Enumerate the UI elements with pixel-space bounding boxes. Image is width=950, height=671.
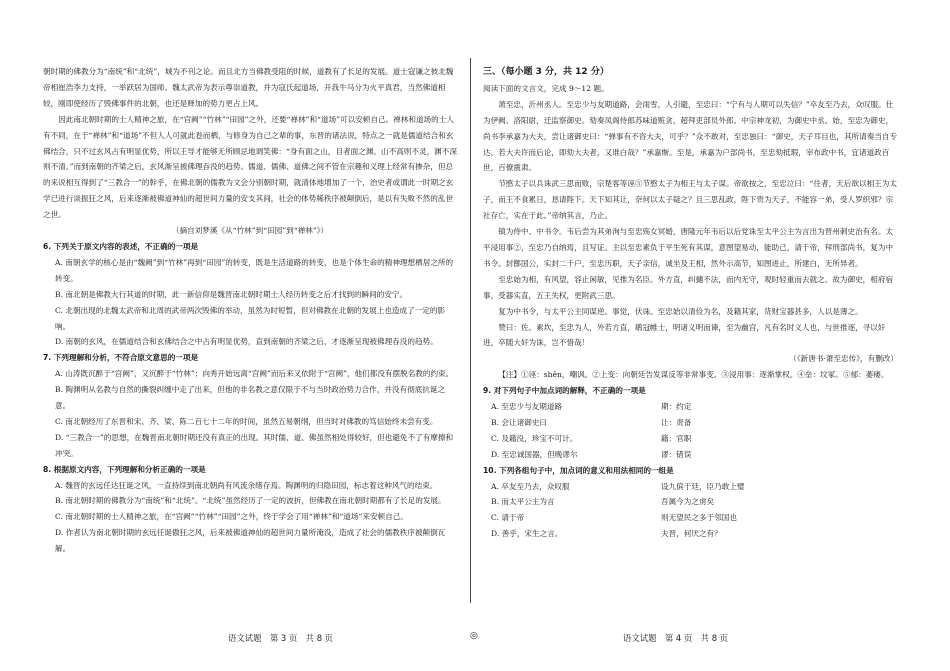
option-compare: 夫晋，何厌之有？ (661, 529, 722, 539)
option-sentence: B. 会让诸御史曰 (491, 417, 547, 427)
question-7-option-a: A. 山涛既沉醉于“宫阙”，又沉醉于“竹林”；向秀开始远离“宫阙”而后来又依附于“宫阙”，他们都没有摆脱名教的约束。 (55, 369, 454, 379)
passage-paragraph: 赞曰：佐。素坎，至忠为人，外若方直，鹖冠帷士，明诸义明而谏，至为幽宫，凡有名时义人也，与世推逐，寻以奸进，卒随大奸为诛，岂不惜哉！ (483, 322, 886, 348)
question-8-option-b: B. 南北朝时期的佛教分为“南统”和“北统”。“北统”虽然经历了一定的波折，但佛教在南北朝时期都有了长足的发展。 (55, 496, 446, 506)
question-7-option-c: C. 南北朝经历了东晋和宋、齐、梁、陈二百七十二年的时间，虽然五易朝纲，但当时对佛教的笃信始终未尝有变。 (55, 416, 438, 426)
question-10-option-b (483, 494, 898, 510)
option-explanation: 期：约定 (661, 402, 692, 412)
footnotes: 【注】①诬：shěn，嘲讽。②上变：向朝廷告发谋反等非常事变。③浸用事：逐渐掌权。④垒：坟冢。⑤郁：萎痿。 (498, 370, 889, 380)
question-10-option-c (483, 510, 898, 526)
question-7-stem: 7. 下列理解和分析，不符合原文意思的一项是 (43, 353, 199, 363)
option-explanation: 籍：官职 (661, 433, 692, 443)
question-6-stem: 6. 下列关于原文内容的表述，不正确的一项是 (43, 241, 199, 251)
passage-paragraph: 因此南北朝时期的士人精神之旅，在“宫阙”“竹林”“田园”之外，还要“禅林”和“道场”可以安顿自己。禅林和道场的士人有不同，在于“禅林”和“道场”不但人人可就此卷而栖，与修身为自己之辈的事，东晋的诸法说，特点之一就是儒道结合和玄佛结合，只不过玄风占有明显优势，所以王导才能够无所顾忌地调笑佛：“身有面之山，目者面之渊。山不高则不灵，渊不深则不清。”而到南朝的齐梁之后，玄风渐呈被佛理吞没的趋势。儒道、儒佛、道佛之间不管在宗趣和义理上经常有掺杂，但总的来说相互得到了“三教合一”的幹乎，在佛北朝的儒教为文会分别朝时期，就清体地增加了一个，治史者或谓此一时期之玄学已进行谈振狂之风，后来逐渐被佛道神仙的超世间力量的安支其间，社会的体势稀秩序被颠倒后，是以有失败不然的乱世之世。 (43, 114, 457, 220)
binding-mark-icon: ◎ (470, 631, 478, 641)
passage-paragraph: 朝时期的佛教分为“南统”和“北统”，城为不刊之论。而且北方当佛教受阻的时候，道教有了长足的发展。道士寇谦之彼北魏帝相崔浩李力支持，一举跃居为国师。魏太武帝为表示尊崇道教，并为寇氏起道场，开我牛马分为火平真君，当然佛道相较，刚即使经历了毁佛事件的北朝，也还是释加的势力更占上风。 (43, 67, 454, 108)
question-9-option-d (483, 447, 898, 463)
page-footer-right: 语文试题 第 4 页 共 8 页 (623, 633, 729, 643)
option-sentence: B. 而太平公主为言 (491, 497, 555, 507)
option-sentence: A. 至忠少与友期道路 (491, 402, 563, 412)
question-9-option-c (483, 431, 898, 447)
section-title: 三、（每小题 3 分，共 12 分） (483, 67, 609, 77)
question-7-option-b: B. 陶渊明从名教与自然的撕裂纠缠中走了出来，但他的非名教之意仅限于不与当时政治势力合作，并没有彻底抗诞之意。 (55, 385, 446, 411)
question-8-option-a: A. 魏晋的玄远任达狂诞之风，一直持续到南北朝尚有风流余绪存焉。陶渊明的归隐田园，标志着这种风气的结束。 (55, 480, 438, 490)
column-divider (470, 58, 471, 603)
source-citation: （摘自刘梦溪《从“竹林”到“田园”到“禅林”》） (171, 226, 329, 236)
question-6-option-d: D. 南朝的玄风，在儒道结合和玄佛结合之中占有明显优势，直到南朝的齐梁之后，才逐渐呈现被佛理吞没的趋势。 (55, 337, 438, 347)
option-sentence: C. 及籍没，珍宝不可计。 (491, 433, 578, 443)
question-7-option-d: D. “三教合一”的思想，在魏晋南北朝时期还没有真正的出现。其时儒、道、佛虽然相处得较好，但也避免不了有摩擦和冲突。 (55, 432, 454, 458)
passage-paragraph: 节愍太子以兵诛武三思而败，宗楚客等诬⑤节愍太子为相王与太子谋。帝欲按之，至忠泣曰：“往者，天后欲以相王为太子，而王不食累日，恳请陛下。天下知其让，奈何以太子疑之？且三思乱政，陛下贵为天子，不能容一弟，受人罗织邪？宗社存亡，实在于此。”帝纳其言，乃止。 (483, 179, 897, 221)
question-6-option-b: B. 南北朝是佛教大行其道的时期，此一新信仰是魏晋南北朝时期士人经历转变之后才找到的瞬间的安宁。 (55, 289, 408, 299)
question-10-stem: 10. 下列各组句子中，加点词的意义和用法相同的一组是 (483, 465, 674, 475)
page-footer-left: 语文试题 第 3 页 共 8 页 (228, 633, 334, 643)
question-10-option-a (483, 479, 898, 495)
question-6-option-a: A. 南朝玄学的核心是由“魏阙”到“竹林”再到“田园”的转变，既是生活道路的转变，也是个体生命的精神理想栖居之所的转变。 (55, 257, 454, 283)
question-10-option-d (483, 526, 898, 542)
passage-paragraph: 萧至忠，沂州丞人。至忠少与友期道路，会雨雪，人引避，至忠曰：“宁有与人期可以失信？”卒友至乃去，众叹服。仕为伊阙、洛阳尉，迁监察御史。劾奏凤阁侍郎苏味道赃贪，超拜吏部员外郎。中宗神龙初，为御史中丞。始，至忠为御史，尚书李承嘉为大夫，尝让诸御史曰：“弹事有不咨大夫，可乎？”众不敢对，至忠独曰：“御史，天子耳目也，其所请奏当自专达，若大夫许而后论，即劾大夫者，又谁白哉？”承嘉惭。至是，承嘉为户部尚书，至忠劾抵瑕，宰布政中书，宜诸道政百世，百僚震肃。 (483, 99, 898, 173)
option-compare: 则无望民之多于邻国也 (661, 513, 737, 523)
question-9-stem: 9. 对下列句子中加点词的解释，不正确的一项是 (483, 386, 646, 396)
passage-paragraph: 镇为侍中、中书令。韦后尝为其弟洵与至忠殇女冥婚，唐隆元年韦后以后党诛至太平公主为言出为晋州刺史治有名。太平浸用事②，至忠乃自纳焉，且写证。主以至忠素负于平生死有其谋，意图望易动，能助己，请于帝，拜刑部尚书，复为中书令。封鄫国公，实封二千户，至忠历职，天子亲信，诚坐及王相，然外示高节，知图进止，所建白，无所异者。 (483, 227, 894, 268)
option-sentence: D. 至忠诚国器，但晚谬尔 (491, 449, 578, 459)
option-sentence: D. 善乎，宋生之言。 (491, 529, 563, 539)
right-column (483, 64, 898, 542)
passage-paragraph: 复为中书令，与太平公主同谋逆。事觉，伏诛。至忠始以清俭为名，及籍其家，货财宝器甚多，人以是薄之。 (498, 306, 863, 316)
option-explanation: 谬：错误 (661, 449, 692, 459)
source-citation: （《新唐书·萧至忠传》，有删改） (789, 354, 898, 364)
option-sentence: A. 卒友至乃去，众叹服 (491, 481, 570, 491)
section-intro: 阅读下面的文言文，完成 9～12 题。 (483, 83, 609, 93)
question-9-option-b (483, 415, 898, 431)
passage-paragraph: 至忠始为相，有风望，容止闲敏，见推为名臣。外方直，纠擿不法，而内无守，观时轻重而去就之。故为御史，相府宿事，受器实直，五王失权，更附武三思。 (483, 274, 894, 300)
option-explanation: 让：责备 (661, 417, 692, 427)
question-8-option-c: C. 南北朝时期的士人精神之旅，在“宫阙”“竹林”“田园”之外，终于学会了用“禅林”和“道场”来安顿自己。 (55, 512, 408, 522)
left-column (43, 64, 457, 557)
option-sentence: C. 请于帝 (491, 513, 525, 523)
option-compare: 设九傧于廷，臣乃敢上璧 (661, 481, 745, 491)
question-6-option-c: C. 北朝出现的北魏太武帝和北周的武帝两次毁佛的举动，虽然为时短暂，但对佛教在北朝的发展上也造成了一定的影响。 (55, 305, 446, 331)
option-compare: 吾属今为之虏矣 (661, 497, 715, 507)
question-8-option-d: D. 作者认为南北朝时期的玄远任诞傲狂之风，后来被佛道神仙的超世间力量所淹没，造成了社会的儒教秩序被颠倒瓦解。 (55, 528, 446, 554)
question-8-stem: 8. 根据原文内容，下列理解和分析正确的一项是 (43, 464, 206, 474)
question-9-option-a (483, 399, 898, 415)
